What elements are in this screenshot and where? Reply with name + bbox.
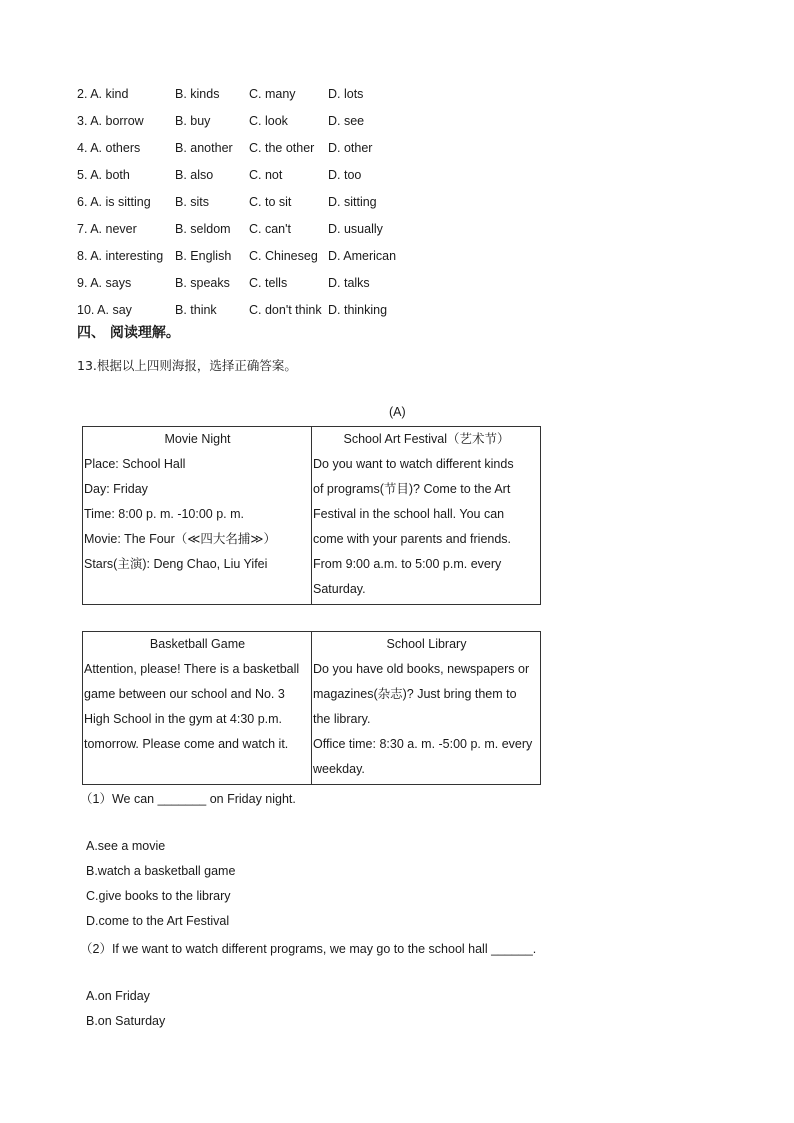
question-1-stem: （1）We can _______ on Friday night.	[80, 792, 296, 806]
poster-movie-night	[83, 427, 312, 605]
option-choice-d[interactable]: D. thinking	[328, 302, 388, 317]
posters-table-top	[82, 426, 541, 605]
poster-line: magazines(杂志)? Just bring them to	[313, 687, 517, 701]
poster-line: Day: Friday	[84, 482, 148, 496]
option-choice-b[interactable]: B. also	[175, 167, 214, 182]
option-choice-c[interactable]: C. the other	[249, 140, 315, 155]
option-row	[77, 269, 408, 296]
option-choice-b[interactable]: B. English	[175, 248, 232, 263]
option-choice-b[interactable]: B. think	[175, 302, 217, 317]
option-choice-c[interactable]: C. tells	[249, 275, 288, 290]
poster-title: School Library	[386, 637, 467, 651]
option-choice-a[interactable]: 2. A. kind	[77, 86, 129, 101]
option-choice-d[interactable]: D. see	[328, 113, 365, 128]
option-choice-d[interactable]: D. other	[328, 140, 373, 155]
option-choice-b[interactable]: B. another	[175, 140, 233, 155]
option-choice-a[interactable]: 7. A. never	[77, 221, 137, 236]
option-choice-d[interactable]: D. talks	[328, 275, 370, 290]
option-choice-d[interactable]: D. sitting	[328, 194, 377, 209]
poster-caption: (A)	[389, 405, 406, 419]
poster-line: Attention, please! There is a basketball	[84, 662, 300, 676]
option-choice-a[interactable]: 4. A. others	[77, 140, 141, 155]
option-row	[77, 296, 408, 323]
question-2-option-b[interactable]: B.on Saturday	[86, 1014, 166, 1028]
poster-line: tomorrow. Please come and watch it.	[84, 737, 289, 751]
poster-line: Saturday.	[313, 582, 366, 596]
option-row	[77, 80, 408, 107]
option-row	[77, 188, 408, 215]
option-row	[77, 107, 408, 134]
option-choice-c[interactable]: C. to sit	[249, 194, 292, 209]
option-choice-c[interactable]: C. not	[249, 167, 283, 182]
option-choice-a[interactable]: 8. A. interesting	[77, 248, 164, 263]
option-choice-c[interactable]: C. don't think	[249, 302, 322, 317]
option-choice-b[interactable]: B. seldom	[175, 221, 231, 236]
poster-basketball-game	[83, 632, 312, 785]
poster-line: High School in the gym at 4:30 p.m.	[84, 712, 283, 726]
poster-line: Time: 8:00 p. m. -10:00 p. m.	[84, 507, 245, 521]
option-row	[77, 161, 408, 188]
option-row	[77, 215, 408, 242]
option-choice-c[interactable]: C. Chineseg	[249, 248, 318, 263]
option-choice-d[interactable]: D. lots	[328, 86, 364, 101]
cloze-options-table	[77, 80, 408, 323]
poster-school-library	[312, 632, 541, 785]
question-2-option-a[interactable]: A.on Friday	[86, 989, 150, 1003]
question-1-option-d[interactable]: D.come to the Art Festival	[86, 914, 230, 928]
question-2-stem: （2）If we want to watch different programs, we may go to the school hall ______.	[80, 942, 537, 956]
poster-line: Festival in the school hall. You can	[313, 507, 505, 521]
option-row	[77, 134, 408, 161]
option-choice-a[interactable]: 5. A. both	[77, 167, 130, 182]
option-choice-b[interactable]: B. kinds	[175, 86, 220, 101]
option-choice-b[interactable]: B. sits	[175, 194, 210, 209]
poster-title: Movie Night	[164, 432, 231, 446]
option-choice-d[interactable]: D. American	[328, 248, 397, 263]
option-choice-d[interactable]: D. usually	[328, 221, 383, 236]
option-choice-b[interactable]: B. speaks	[175, 275, 230, 290]
option-choice-a[interactable]: 9. A. says	[77, 275, 132, 290]
poster-line: From 9:00 a.m. to 5:00 p.m. every	[313, 557, 502, 571]
poster-line: Movie: The Four（≪四大名捕≫）	[84, 532, 276, 546]
question-1-option-c[interactable]: C.give books to the library	[86, 889, 231, 903]
question-13-prompt: 13.根据以上四则海报，选择正确答案。	[77, 358, 297, 373]
option-choice-c[interactable]: C. can't	[249, 221, 291, 236]
poster-line: game between our school and No. 3	[84, 687, 285, 701]
section-heading: 四、 阅读理解。	[77, 325, 180, 341]
poster-line: come with your parents and friends.	[313, 532, 512, 546]
poster-line: of programs(节目)? Come to the Art	[313, 482, 511, 496]
posters-table-bottom	[82, 631, 541, 785]
option-choice-a[interactable]: 10. A. say	[77, 302, 132, 317]
poster-line: the library.	[313, 712, 371, 726]
question-1-option-b[interactable]: B.watch a basketball game	[86, 864, 236, 878]
poster-line: Do you have old books, newspapers or	[313, 662, 530, 676]
option-choice-a[interactable]: 3. A. borrow	[77, 113, 144, 128]
option-choice-b[interactable]: B. buy	[175, 113, 211, 128]
poster-line: Do you want to watch different kinds	[313, 457, 514, 471]
poster-line: Place: School Hall	[84, 457, 186, 471]
option-choice-a[interactable]: 6. A. is sitting	[77, 194, 151, 209]
poster-art-festival	[312, 427, 541, 605]
poster-line: weekday.	[313, 762, 365, 776]
poster-line: Office time: 8:30 a. m. -5:00 p. m. every	[313, 737, 533, 751]
poster-line: Stars(主演): Deng Chao, Liu Yifei	[84, 557, 268, 571]
option-row	[77, 242, 408, 269]
option-choice-c[interactable]: C. many	[249, 86, 296, 101]
question-1-option-a[interactable]: A.see a movie	[86, 839, 166, 853]
option-choice-c[interactable]: C. look	[249, 113, 288, 128]
option-choice-d[interactable]: D. too	[328, 167, 362, 182]
poster-title: Basketball Game	[149, 637, 246, 651]
poster-title: School Art Festival（艺术节）	[343, 432, 510, 446]
